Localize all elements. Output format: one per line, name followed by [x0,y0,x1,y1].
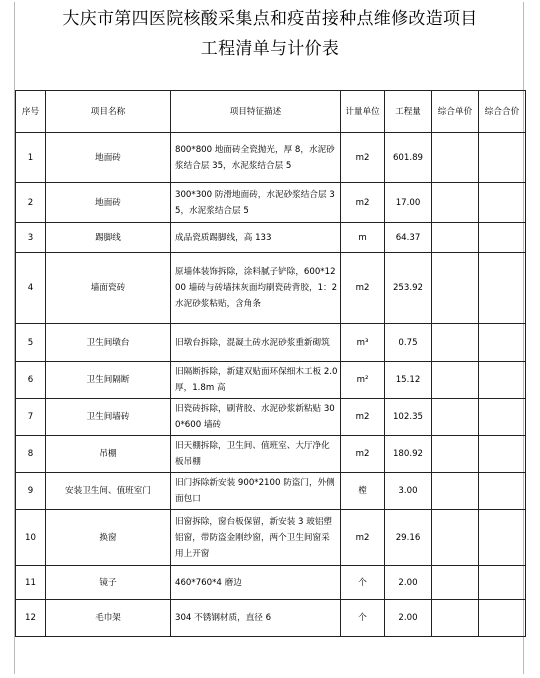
row-item-name: 地面砖 [46,183,171,223]
row-seq: 11 [16,566,46,600]
row-unit-price [432,253,479,324]
table-row [16,510,526,566]
row-seq: 10 [16,510,46,566]
row-quantity: 180.92 [385,436,432,473]
row-item-name: 安装卫生间、值班室门 [46,473,171,510]
row-unit-price [432,362,479,399]
row-item-name: 卫生间墙砖 [46,399,171,436]
row-quantity: 0.75 [385,324,432,362]
row-quantity: 17.00 [385,183,432,223]
row-description: 旧天棚拆除，卫生间、值班室、大厅净化板吊棚 [171,436,341,473]
row-seq: 2 [16,183,46,223]
row-seq: 8 [16,436,46,473]
row-unit: m2 [341,510,385,566]
row-item-name: 墙面瓷砖 [46,253,171,324]
row-item-name: 卫生间墩台 [46,324,171,362]
header-unit-price: 综合单价 [432,91,479,133]
row-total-price [479,436,526,473]
row-total-price [479,133,526,183]
row-item-name: 换窗 [46,510,171,566]
row-unit: m² [341,362,385,399]
row-unit-price [432,436,479,473]
row-quantity: 2.00 [385,600,432,637]
row-unit: m³ [341,324,385,362]
bill-of-quantities-table [15,90,526,637]
row-seq: 4 [16,253,46,324]
row-total-price [479,600,526,637]
row-seq: 5 [16,324,46,362]
table-row [16,183,526,223]
row-unit: m2 [341,133,385,183]
row-item-name: 卫生间隔断 [46,362,171,399]
header-total-price: 综合合价 [479,91,526,133]
row-quantity: 2.00 [385,566,432,600]
table-row [16,399,526,436]
row-unit-price [432,473,479,510]
header-seq: 序号 [16,91,46,133]
row-quantity: 64.37 [385,223,432,253]
row-seq: 12 [16,600,46,637]
row-description: 460*760*4 磨边 [171,566,341,600]
row-seq: 7 [16,399,46,436]
row-unit: 樘 [341,473,385,510]
table-row [16,253,526,324]
row-unit: m2 [341,399,385,436]
row-description: 旧窗拆除，窗台板保留，新安装 3 玻铝塑铝窗，带防盗金刚纱窗，两个卫生间窗采用上开窗 [171,510,341,566]
row-unit-price [432,324,479,362]
row-total-price [479,253,526,324]
document-sheet [14,2,524,674]
row-quantity: 3.00 [385,473,432,510]
row-description: 旧隔断拆除，新建双贴面环保细木工板 2.0 厚，1.8m 高 [171,362,341,399]
row-item-name: 地面砖 [46,133,171,183]
row-total-price [479,510,526,566]
row-total-price [479,566,526,600]
title-line-2: 工程清单与计价表 [200,39,340,59]
row-quantity: 601.89 [385,133,432,183]
table-row [16,223,526,253]
row-total-price [479,473,526,510]
row-seq: 6 [16,362,46,399]
row-item-name: 吊棚 [46,436,171,473]
row-item-name: 镜子 [46,566,171,600]
row-unit-price [432,510,479,566]
row-item-name: 毛巾架 [46,600,171,637]
row-total-price [479,223,526,253]
row-quantity: 253.92 [385,253,432,324]
row-unit: m2 [341,436,385,473]
row-unit-price [432,133,479,183]
row-quantity: 29.16 [385,510,432,566]
row-description: 800*800 地面砖全瓷抛光，厚 8，水泥砂浆结合层 35，水泥浆结合层 5 [171,133,341,183]
row-description: 原墙体装饰拆除，涂料腻子铲除，600*1200 墙砖与砖墙抹灰面均刷瓷砖背胶，1：2 水泥砂浆粘贴，含角条 [171,253,341,324]
row-total-price [479,362,526,399]
row-description: 旧门拆除新安装 900*2100 防盗门，外侧面包口 [171,473,341,510]
row-seq: 9 [16,473,46,510]
row-description: 304 不锈钢材质，直径 6 [171,600,341,637]
row-unit: 个 [341,566,385,600]
row-total-price [479,324,526,362]
row-unit-price [432,399,479,436]
table-row [16,473,526,510]
row-unit-price [432,183,479,223]
table-row [16,133,526,183]
row-description: 成品瓷质踢脚线，高 133 [171,223,341,253]
row-unit-price [432,600,479,637]
table-row [16,566,526,600]
table-row [16,324,526,362]
row-total-price [479,183,526,223]
table-row [16,600,526,637]
row-unit-price [432,223,479,253]
row-unit: m2 [341,253,385,324]
row-description: 300*300 防滑地面砖，水泥砂浆结合层 35，水泥浆结合层 5 [171,183,341,223]
header-desc: 项目特征描述 [171,91,341,133]
header-name: 项目名称 [46,91,171,133]
row-unit: 个 [341,600,385,637]
row-unit-price [432,566,479,600]
row-total-price [479,399,526,436]
header-unit: 计量单位 [341,91,385,133]
table-row [16,362,526,399]
row-quantity: 15.12 [385,362,432,399]
title-line-1: 大庆市第四医院核酸采集点和疫苗接种点维修改造项目 [62,9,478,29]
header-qty: 工程量 [385,91,432,133]
table-row [16,436,526,473]
row-seq: 1 [16,133,46,183]
row-unit: m [341,223,385,253]
row-item-name: 踢脚线 [46,223,171,253]
row-unit: m2 [341,183,385,223]
row-description: 旧墩台拆除，混凝土砖水泥砂浆重新砌筑 [171,324,341,362]
row-seq: 3 [16,223,46,253]
row-quantity: 102.35 [385,399,432,436]
row-description: 旧瓷砖拆除，刷背胶、水泥砂浆新粘贴 300*600 墙砖 [171,399,341,436]
table-header-row [16,91,526,133]
